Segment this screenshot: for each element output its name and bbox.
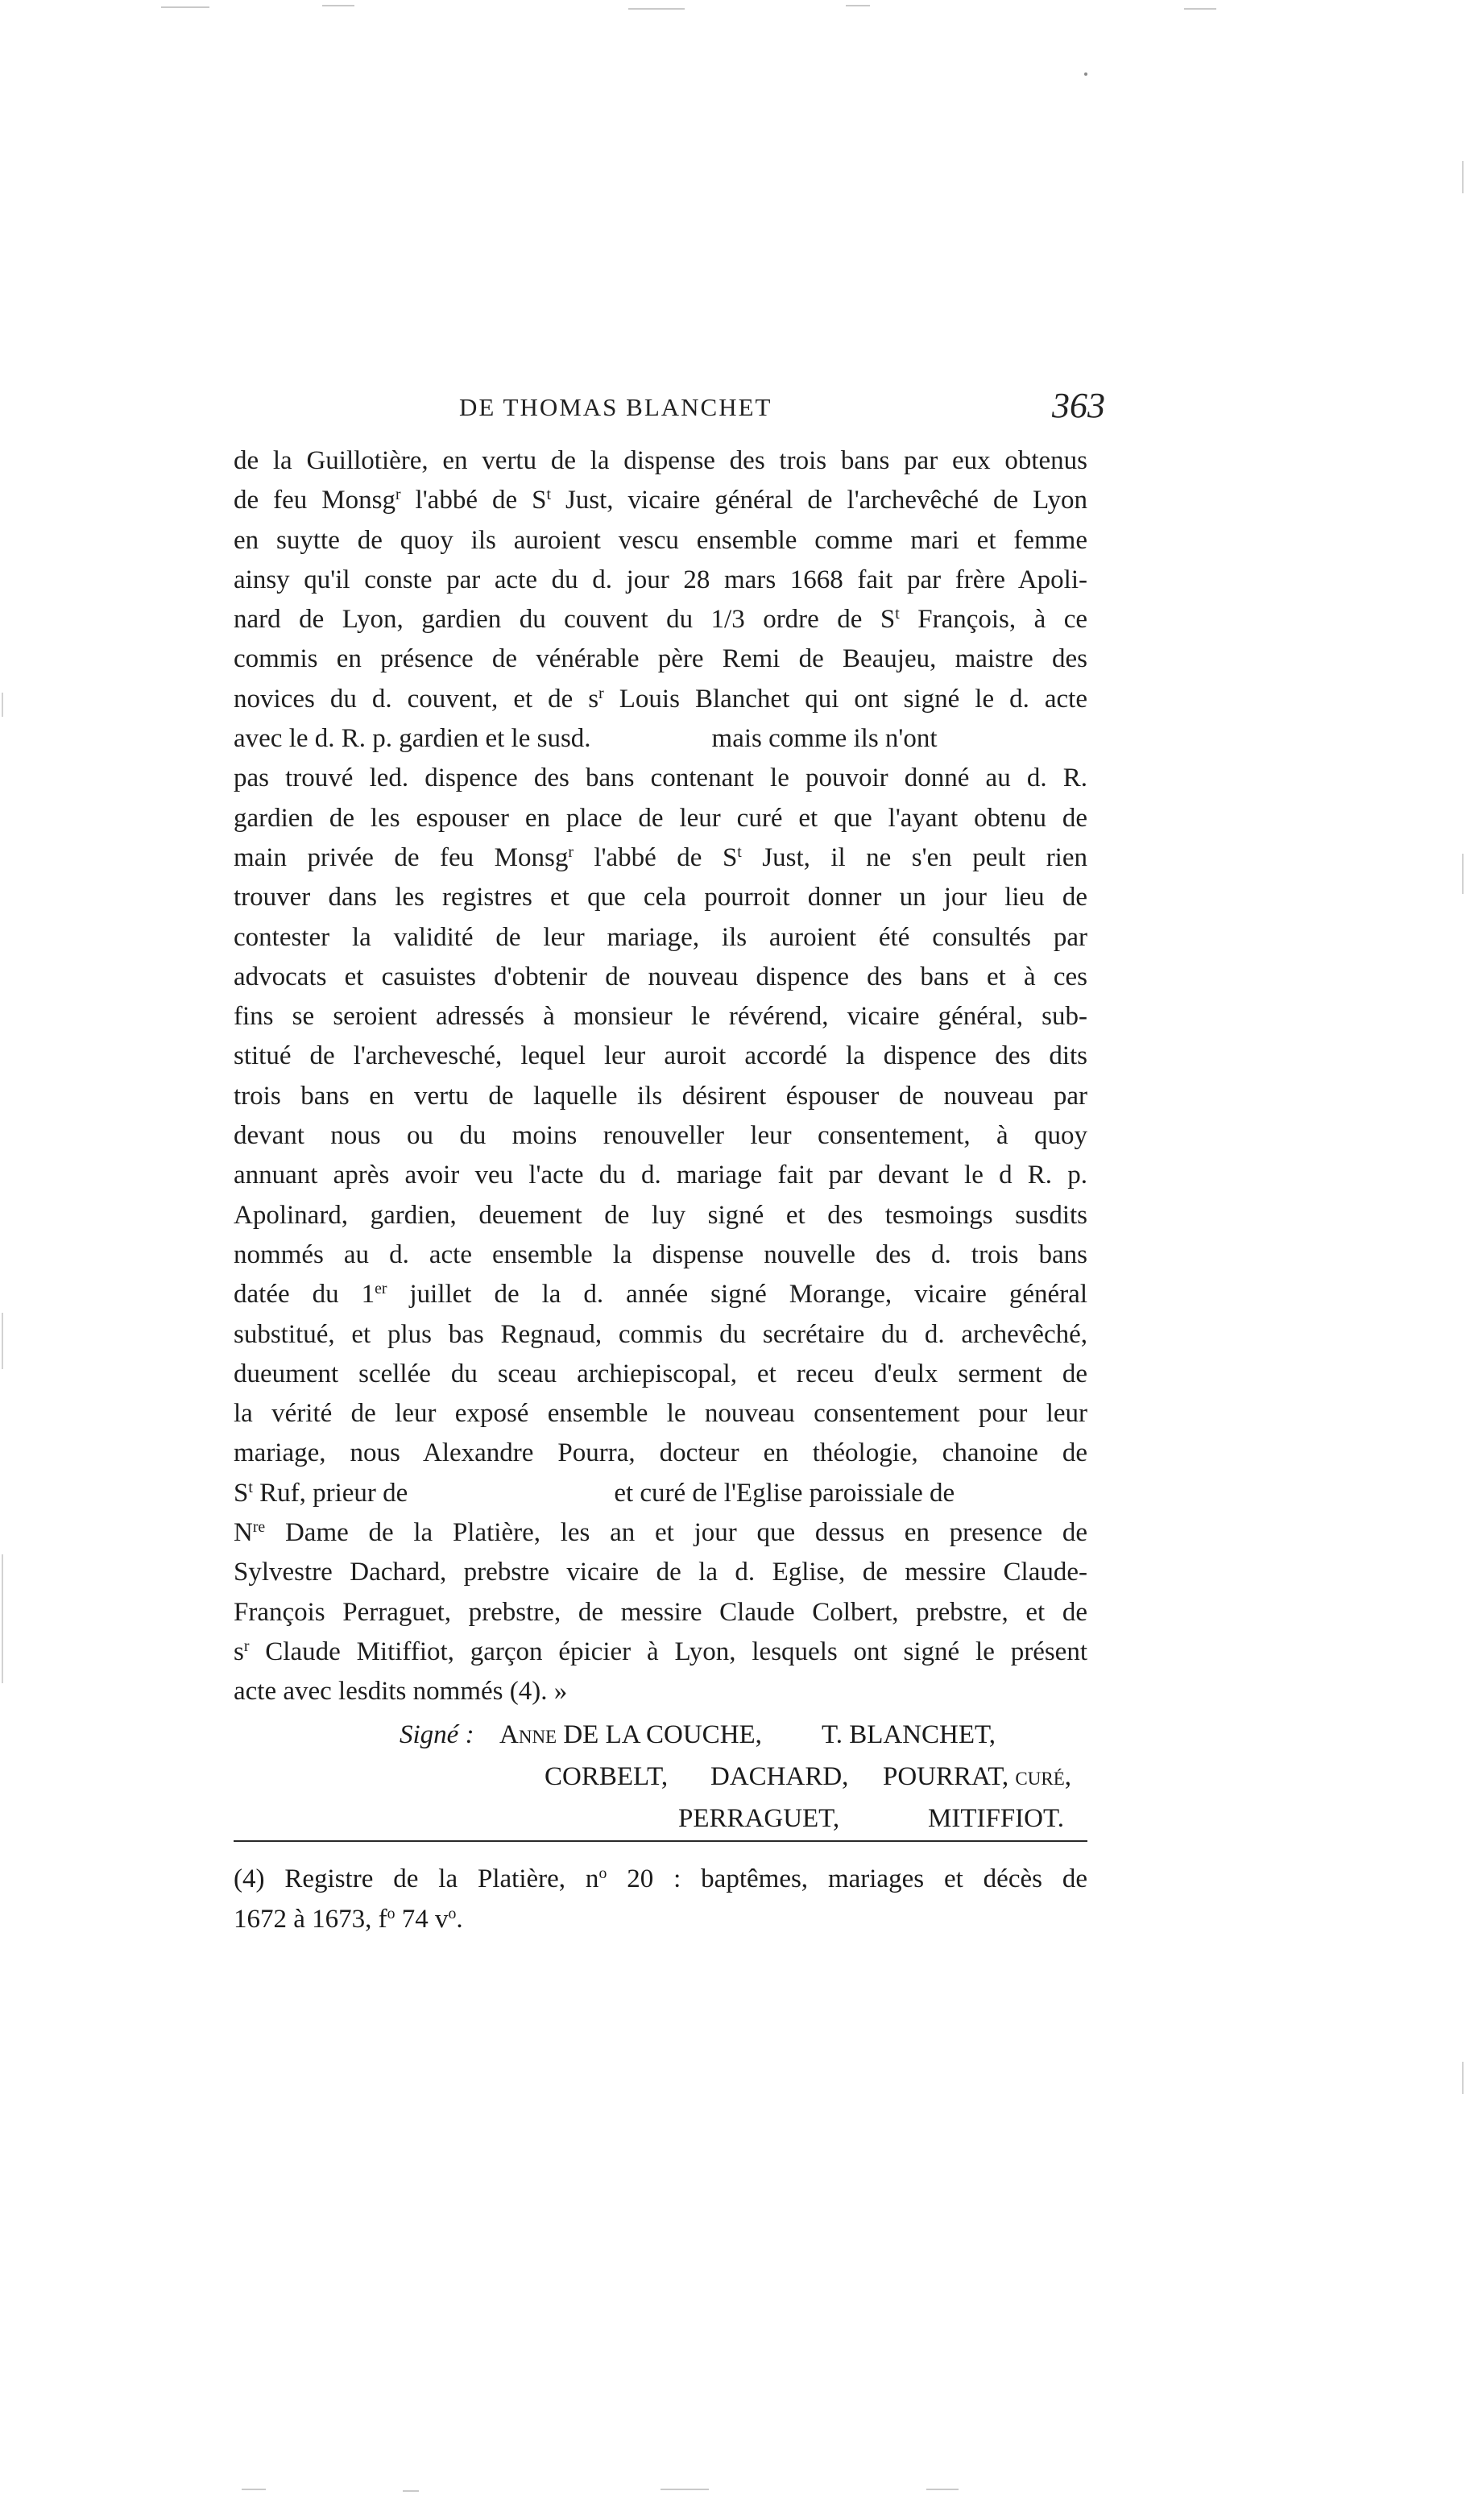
text-line-part: mais comme ils n'ont bbox=[711, 724, 938, 754]
text-line bbox=[234, 1474, 1087, 1513]
text-line: contester la validité de leur mariage, ils auroient été consultés par bbox=[234, 922, 1087, 952]
footnote bbox=[234, 1859, 1087, 1939]
signature-corbelt: CORBELT, bbox=[545, 1762, 669, 1791]
signature-row bbox=[234, 1714, 1087, 1756]
scan-artifact-top bbox=[161, 6, 209, 8]
text-line: devant nous ou du moins renouveller leur consentement, à quoy bbox=[234, 1121, 1087, 1151]
text-line: dueument scellée du sceau archiepiscopal, et receu d'eulx serment de bbox=[234, 1359, 1087, 1388]
text-line-part: avec le d. R. p. gardien et le susd. bbox=[234, 724, 591, 754]
text-line: novices du d. couvent, et de $s^r$ Louis Blanchet qui ont signé le d. acte bbox=[234, 684, 1087, 714]
scan-speck bbox=[1084, 72, 1087, 76]
signature-dachard: DACHARD, bbox=[710, 1762, 849, 1791]
text-line: annuant après avoir veu l'acte du d. mariage fait par devant le d R. p. bbox=[234, 1161, 1087, 1190]
text-line: François Perraguet, prebstre, de messire Claude Colbert, prebstre, et de bbox=[234, 1597, 1087, 1627]
signature-perraguet: PERRAGUET, bbox=[678, 1804, 840, 1833]
text-line: de feu Monsg$^r$ l'abbé de $S^t$ Just, vicaire général de l'archevêché de Lyon bbox=[234, 486, 1087, 515]
scan-artifact-bottom bbox=[661, 2489, 709, 2490]
text-line: trouver dans les registres et que cela pourroit donner un jour lieu de bbox=[234, 883, 1087, 912]
scan-artifact-bottom bbox=[242, 2489, 266, 2490]
scan-artifact-top bbox=[846, 5, 870, 6]
footnote-line: (4) Registre de la Platière, $n^o$ 20 : baptêmes, mariages et décès de bbox=[234, 1864, 1087, 1893]
scan-artifact-left bbox=[2, 1554, 3, 1683]
text-line: en suytte de quoy ils auroient vescu ensemble comme mari et femme bbox=[234, 525, 1087, 555]
text-line bbox=[234, 719, 1087, 759]
scan-artifact-bottom bbox=[403, 2490, 419, 2492]
scan-artifact-right bbox=[1462, 2062, 1464, 2094]
signature-label: Signé : bbox=[400, 1720, 474, 1749]
text-line: commis en présence de vénérable père Remi de Beaujeu, maistre des bbox=[234, 644, 1087, 674]
text-line: mariage, nous Alexandre Pourra, docteur en théologie, chanoine de bbox=[234, 1438, 1087, 1468]
text-line-part: et curé de l'Eglise paroissiale de bbox=[614, 1478, 955, 1508]
text-line: trois bans en vertu de laquelle ils désirent éspouser de nouveau par bbox=[234, 1081, 1087, 1111]
text-line: main privée de feu Monsg$^r$ l'abbé de $S^t$ Just, il ne s'en peult rien bbox=[234, 842, 1087, 872]
scan-artifact-right bbox=[1462, 854, 1464, 894]
scan-artifact-left bbox=[2, 1313, 3, 1369]
text-line: advocats et casuistes d'obtenir de nouveau dispence des bans et à ces bbox=[234, 962, 1087, 991]
text-line: la vérité de leur exposé ensemble le nouveau consentement pour leur bbox=[234, 1399, 1087, 1429]
text-line: Apolinard, gardien, deuement de luy signé et des tesmoings susdits bbox=[234, 1200, 1087, 1230]
signature-row bbox=[234, 1756, 1087, 1798]
scan-artifact-top bbox=[1184, 8, 1216, 10]
scan-artifact-left bbox=[2, 693, 3, 717]
scan-artifact-top bbox=[628, 8, 685, 10]
page-header bbox=[234, 385, 1105, 433]
page-number: 363 bbox=[1052, 386, 1105, 425]
text-line: stitué de l'archevesché, lequel leur auroit accordé la dispence des dits bbox=[234, 1041, 1087, 1071]
scan-artifact-bottom bbox=[926, 2489, 959, 2490]
text-line: substitué, et plus bas Regnaud, commis du secrétaire du d. archevêché, bbox=[234, 1319, 1087, 1349]
scan-artifact-right bbox=[1462, 161, 1464, 193]
text-line: fins se seroient adressés à monsieur le révérend, vicaire général, sub- bbox=[234, 1002, 1087, 1032]
body-text bbox=[234, 441, 1087, 1712]
text-line: datée du 1er juillet de la d. année signé Morange, vicaire général bbox=[234, 1280, 1088, 1310]
text-line: ainsy qu'il conste par acte du d. jour 28 mars 1668 fait par frère Apoli- bbox=[234, 565, 1087, 594]
text-line-part: $S^t$ Ruf, prieur de bbox=[234, 1478, 408, 1508]
footnote-rule bbox=[234, 1840, 1087, 1842]
text-line: nommés au d. acte ensemble la dispense nouvelle des d. trois bans bbox=[234, 1239, 1087, 1269]
text-line: Sylvestre Dachard, prebstre vicaire de la d. Eglise, de messire Claude- bbox=[234, 1558, 1087, 1587]
footnote-line: 1672 à 1673, $f^o$ 74 $v^o$. bbox=[234, 1905, 463, 1934]
running-title: DE THOMAS BLANCHET bbox=[459, 393, 772, 421]
text-line: de la Guillotière, en vertu de la dispense des trois bans par eux obtenus bbox=[234, 446, 1087, 475]
signature-row bbox=[234, 1798, 1087, 1839]
text-line: $s^r$ Claude Mitiffiot, garçon épicier à Lyon, lesquels ont signé le présent bbox=[234, 1637, 1087, 1666]
text-line: gardien de les espouser en place de leur curé et que l'ayant obtenu de bbox=[234, 803, 1087, 833]
text-line: acte avec lesdits nommés (4). » bbox=[234, 1677, 568, 1707]
scan-artifact-top bbox=[322, 5, 354, 6]
signatures-block bbox=[234, 1714, 1087, 1839]
text-line: $N^{re}$ Dame de la Platière, les an et jour que dessus en presence de bbox=[234, 1518, 1087, 1548]
signature-pourrat: POURRAT, curé, bbox=[883, 1762, 1072, 1791]
signature-mitiffiot: MITIFFIOT. bbox=[928, 1804, 1064, 1833]
signature-la-couche: Anne DE LA COUCHE, bbox=[499, 1720, 762, 1749]
signature-blanchet: T. BLANCHET, bbox=[822, 1720, 996, 1749]
text-line: pas trouvé led. dispence des bans contenant le pouvoir donné au d. R. bbox=[234, 763, 1087, 793]
text-line: nard de Lyon, gardien du couvent du 1/3 ordre de $S^t$ François, à ce bbox=[234, 605, 1088, 635]
